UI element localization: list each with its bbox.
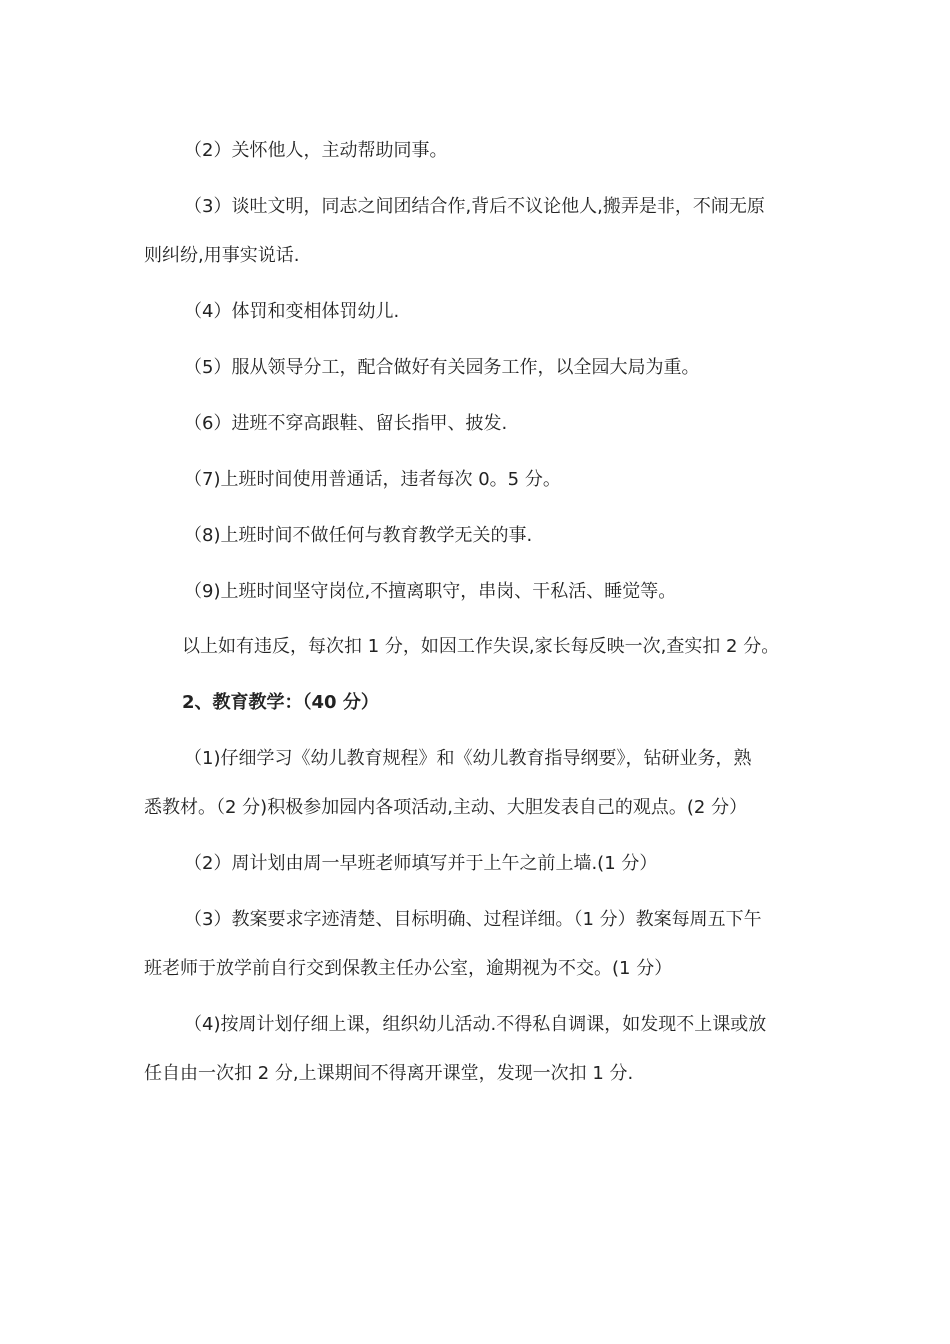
text-line-1: （2）关怀他人，主动帮助同事。 (184, 140, 448, 161)
text-line-10: 以上如有违反，每次扣 1 分，如因工作失误,家长每反映一次,查实扣 2 分。 (182, 636, 780, 657)
text-line-3: 则纠纷,用事实说话. (144, 245, 300, 266)
text-line-16: 班老师于放学前自行交到保教主任办公室，逾期视为不交。(1 分） (144, 958, 673, 979)
section-heading: 2、教育教学：（40 分） (182, 692, 379, 713)
text-line-18: 任自由一次扣 2 分,上课期间不得离开课堂，发现一次扣 1 分. (144, 1063, 634, 1084)
text-line-8: （8)上班时间不做任何与教育教学无关的事. (184, 525, 533, 546)
text-line-2: （3）谈吐文明，同志之间团结合作,背后不议论他人,搬弄是非，不闹无原 (184, 196, 765, 217)
text-line-15: （3）教案要求字迹清楚、目标明确、过程详细。（1 分）教案每周五下午 (184, 909, 762, 930)
text-line-12: （1)仔细学习《幼儿教育规程》和《幼儿教育指导纲要》，钻研业务，熟 (184, 748, 752, 769)
text-line-5: （5）服从领导分工，配合做好有关园务工作，以全园大局为重。 (184, 357, 700, 378)
text-line-9: （9)上班时间坚守岗位,不擅离职守，串岗、干私活、睡觉等。 (184, 581, 677, 602)
text-line-14: （2）周计划由周一早班老师填写并于上午之前上墙.(1 分） (184, 853, 658, 874)
text-line-13: 悉教材。（2 分)积极参加园内各项活动,主动、大胆发表自己的观点。(2 分） (144, 797, 748, 818)
text-line-7: （7)上班时间使用普通话，违者每次 0。5 分。 (184, 469, 561, 490)
text-line-6: （6）进班不穿高跟鞋、留长指甲、披发. (184, 413, 508, 434)
text-line-4: （4）体罚和变相体罚幼儿. (184, 301, 400, 322)
text-line-17: （4)按周计划仔细上课，组织幼儿活动.不得私自调课，如发现不上课或放 (184, 1014, 767, 1035)
